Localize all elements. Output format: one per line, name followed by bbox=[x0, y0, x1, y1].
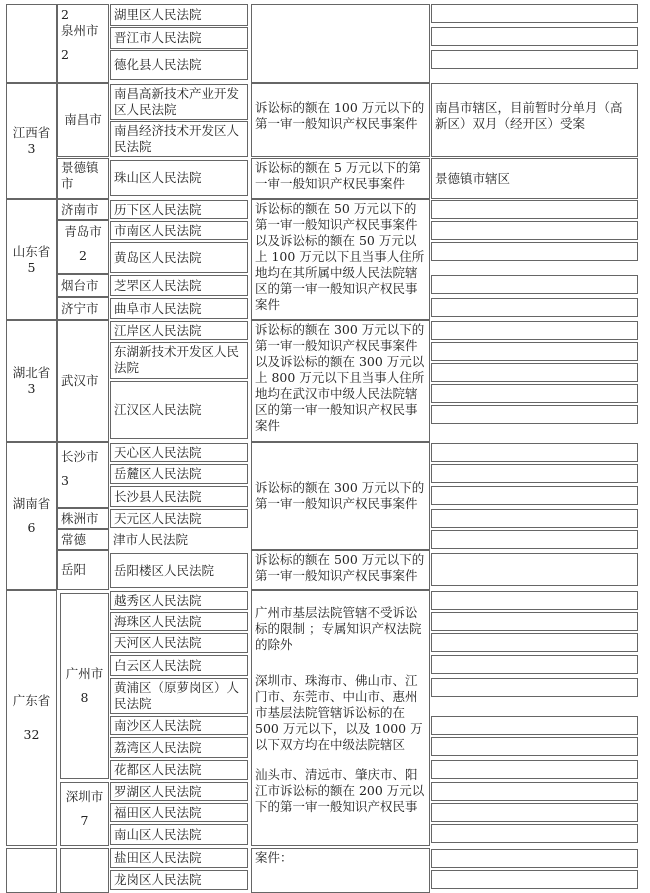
court-name: 黄浦区（原萝岗区）人民法院 bbox=[114, 680, 240, 711]
note-cell bbox=[431, 803, 638, 822]
court-cell bbox=[110, 50, 248, 80]
scope-cell bbox=[251, 442, 430, 550]
scope-text: 深圳市、珠海市、佛山市、江门市、东莞市、中山市、惠州市基层法院管辖诉讼标的在 500 万元以下，以及 1000 万以下双方均在中级法院辖区 bbox=[255, 673, 423, 752]
province-name: 山东省 5 bbox=[12, 243, 51, 275]
note-cell bbox=[431, 443, 638, 462]
scope-text: 诉讼标的额在 5 万元以下的第一审一般知识产权民事案件 bbox=[255, 160, 421, 191]
note-cell bbox=[431, 275, 638, 294]
note-cell bbox=[431, 870, 638, 889]
court-cell bbox=[110, 678, 248, 714]
scope-cell bbox=[251, 320, 430, 442]
city-cell-jining bbox=[57, 297, 109, 320]
note-cell bbox=[431, 298, 638, 317]
note-text: 南昌市辖区，目前暂时分单月（高新区）双月（经开区）受案 bbox=[435, 100, 623, 131]
scope-text: 诉讼标的额在 300 万元以下的第一审一般知识产权民事案件以及诉讼标的额在 300 万元以上 800 万元以下且当事人住所地均在武汉市中级人民法院辖区的第一审一般知识产权民事案件 bbox=[255, 322, 425, 433]
court-name: 津市人民法院 bbox=[113, 531, 189, 547]
scope-text: 汕头市、清远市、肇庆市、阳江市诉讼标的额在 200 万元以下的第一审一般知识产权民事 bbox=[255, 767, 425, 814]
note-cell bbox=[431, 530, 638, 549]
court-name: 天心区人民法院 bbox=[114, 444, 202, 460]
note-cell bbox=[431, 716, 638, 735]
court-cell bbox=[110, 612, 248, 631]
note-cell bbox=[431, 363, 638, 382]
note-cell bbox=[431, 678, 638, 697]
court-name: 曲阜市人民法院 bbox=[114, 300, 202, 316]
city-name: 株洲市 bbox=[61, 510, 99, 526]
court-name: 荔湾区人民法院 bbox=[114, 739, 202, 755]
court-cell bbox=[110, 221, 248, 240]
court-cell bbox=[110, 760, 248, 780]
city-cell-wuhan bbox=[57, 320, 109, 442]
court-name: 湖里区人民法院 bbox=[114, 7, 202, 22]
note-cell bbox=[431, 464, 638, 483]
province-cell-fujian bbox=[6, 4, 57, 83]
scope-cell bbox=[251, 848, 430, 893]
note-cell bbox=[431, 384, 638, 403]
court-name: 白云区人民法院 bbox=[114, 657, 202, 673]
court-cell bbox=[110, 553, 248, 588]
scope-cell bbox=[251, 590, 430, 846]
court-name: 龙岗区人民法院 bbox=[114, 872, 202, 887]
note-cell bbox=[431, 4, 638, 23]
note-cell bbox=[431, 158, 638, 199]
province-cell-hunan bbox=[6, 442, 57, 590]
province-cell-jiangxi bbox=[6, 83, 57, 199]
court-name: 福田区人民法院 bbox=[114, 804, 202, 820]
province-name: 湖北省 3 bbox=[12, 365, 51, 396]
scope-cell bbox=[251, 83, 430, 157]
court-name: 历下区人民法院 bbox=[114, 201, 202, 217]
note-cell bbox=[431, 849, 638, 868]
city-name: 南昌市 bbox=[64, 112, 102, 127]
city-cell-jingdezhen bbox=[57, 158, 109, 199]
court-cell bbox=[110, 200, 248, 219]
note-cell bbox=[431, 321, 638, 340]
city-count: 8 bbox=[80, 690, 89, 705]
court-cell bbox=[110, 530, 248, 549]
scope-cell bbox=[251, 550, 430, 590]
scope-text: 诉讼标的额在 50 万元以下的第一审一般知识产权民事案件以及诉讼标的额在 50 万元以上 100 万元以下且当事人住所地均在其所属中级人民法院辖区的第一审一般知识产权民事案件 bbox=[255, 201, 425, 312]
court-cell bbox=[110, 486, 248, 507]
court-cell bbox=[110, 443, 248, 462]
city-count: 2 bbox=[79, 248, 87, 263]
court-cell bbox=[110, 509, 248, 528]
note-cell bbox=[431, 342, 638, 361]
court-name: 江汉区人民法院 bbox=[114, 402, 202, 417]
province-cell-guangdong bbox=[6, 590, 57, 846]
city-cell-yantai bbox=[57, 274, 109, 297]
province-cell-shandong bbox=[6, 199, 57, 320]
city-name: 青岛市 bbox=[64, 224, 102, 239]
court-name: 花都区人民法院 bbox=[114, 762, 202, 777]
scope-text: 诉讼标的额在 100 万元以下的第一审一般知识产权民事案件 bbox=[255, 100, 425, 131]
city-cell-next bbox=[60, 848, 109, 893]
court-name: 珠山区人民法院 bbox=[114, 170, 202, 185]
court-cell bbox=[110, 737, 248, 758]
scope-text: 诉讼标的额在 500 万元以下的第一审一般知识产权民事案件 bbox=[255, 552, 425, 583]
court-cell bbox=[110, 84, 248, 120]
city-cell-quanzhou bbox=[57, 4, 109, 83]
city-cell-qingdao bbox=[57, 220, 109, 274]
note-cell bbox=[431, 612, 638, 631]
court-name: 海珠区人民法院 bbox=[114, 613, 202, 629]
city-count: 3 bbox=[61, 473, 69, 488]
scope-text: 案件： bbox=[255, 850, 293, 865]
court-cell bbox=[110, 4, 248, 26]
scope-cell bbox=[251, 4, 430, 83]
court-name: 南沙区人民法院 bbox=[114, 717, 202, 733]
city-name: 泉州市 bbox=[61, 23, 99, 38]
city-name: 武汉市 bbox=[61, 373, 99, 388]
court-name: 黄岛区人民法院 bbox=[114, 249, 202, 265]
city-cell-zhuzhou bbox=[57, 508, 109, 529]
city-name: 济宁市 bbox=[61, 300, 99, 316]
court-name: 罗湖区人民法院 bbox=[114, 783, 202, 799]
court-name: 岳阳楼区人民法院 bbox=[114, 562, 215, 578]
court-cell bbox=[110, 121, 248, 157]
court-cell bbox=[110, 464, 248, 484]
note-cell bbox=[431, 509, 638, 528]
court-name: 南山区人民法院 bbox=[114, 826, 202, 842]
court-name: 天河区人民法院 bbox=[114, 635, 202, 650]
city-cell-nanchang bbox=[57, 83, 109, 157]
note-cell bbox=[431, 200, 638, 219]
scope-text: 广州市基层法院管辖不受诉讼标的限制 ；专属知识产权法院的除外 bbox=[255, 605, 422, 652]
city-name: 岳阳 bbox=[61, 562, 87, 577]
city-cell-yueyang bbox=[57, 550, 109, 590]
city-cell-shenzhen bbox=[60, 782, 109, 846]
city-cell-guangzhou bbox=[60, 593, 109, 779]
court-cell bbox=[110, 160, 248, 196]
scope-cell bbox=[251, 199, 430, 320]
court-name: 江岸区人民法院 bbox=[114, 322, 202, 338]
court-name: 芝罘区人民法院 bbox=[114, 277, 202, 293]
scope-cell bbox=[251, 158, 430, 199]
note-cell bbox=[431, 824, 638, 843]
court-name: 市南区人民法院 bbox=[114, 222, 202, 238]
note-cell bbox=[431, 50, 638, 69]
court-name: 越秀区人民法院 bbox=[114, 592, 202, 608]
province-count: 32 bbox=[23, 727, 40, 742]
city-count: 2 bbox=[61, 47, 69, 62]
court-cell bbox=[110, 242, 248, 273]
court-cell bbox=[110, 655, 248, 676]
court-name: 东湖新技术开发区人民法院 bbox=[114, 344, 240, 375]
scope-text: 诉讼标的额在 300 万元以下的第一审一般知识产权民事案件 bbox=[255, 480, 425, 511]
court-name: 德化县人民法院 bbox=[114, 57, 202, 72]
city-name: 常德 bbox=[61, 531, 87, 547]
province-name: 湖南省 bbox=[12, 496, 51, 511]
court-cell bbox=[110, 633, 248, 653]
court-cell bbox=[110, 824, 248, 845]
province-name: 江西省 3 bbox=[12, 125, 51, 156]
court-cell bbox=[110, 870, 248, 890]
court-cell bbox=[110, 275, 248, 296]
court-cell bbox=[110, 782, 248, 801]
court-cell bbox=[110, 342, 248, 379]
note-cell bbox=[431, 737, 638, 756]
court-name: 盐田区人民法院 bbox=[114, 850, 202, 865]
court-cell bbox=[110, 321, 248, 340]
city-count: 7 bbox=[80, 813, 89, 828]
note-cell bbox=[431, 633, 638, 652]
court-name: 岳麓区人民法院 bbox=[114, 466, 202, 481]
note-cell bbox=[431, 221, 638, 240]
city-name: 景德镇市 bbox=[61, 160, 99, 191]
note-cell bbox=[431, 655, 638, 674]
court-cell bbox=[110, 27, 248, 49]
court-cell bbox=[110, 803, 248, 822]
court-cell bbox=[110, 591, 248, 610]
city-name: 济南市 bbox=[61, 201, 99, 217]
court-name: 南昌高新技术产业开发区人民法院 bbox=[114, 86, 240, 117]
note-cell bbox=[431, 553, 638, 586]
city-name: 烟台市 bbox=[61, 277, 99, 293]
court-name: 天元区人民法院 bbox=[114, 510, 202, 526]
city-name: 广州市 bbox=[65, 666, 104, 681]
court-cell bbox=[110, 716, 248, 735]
city-name: 长沙市 bbox=[61, 449, 99, 464]
note-cell bbox=[431, 782, 638, 801]
note-cell bbox=[431, 83, 638, 157]
note-cell bbox=[431, 486, 638, 505]
note-cell bbox=[431, 27, 638, 46]
note-text: 景德镇市辖区 bbox=[435, 170, 511, 186]
province-cell-next bbox=[6, 848, 57, 893]
province-cell-hubei bbox=[6, 320, 57, 442]
city-cell-changde bbox=[57, 529, 109, 550]
court-cell bbox=[110, 848, 248, 868]
court-name: 长沙县人民法院 bbox=[114, 488, 202, 504]
note-cell bbox=[431, 591, 638, 610]
court-cell bbox=[110, 298, 248, 319]
city-name: 深圳市 bbox=[65, 789, 104, 804]
note-cell bbox=[431, 760, 638, 779]
court-name: 南昌经济技术开发区人民法院 bbox=[114, 123, 240, 154]
city-cell-jinan bbox=[57, 199, 109, 220]
city-count: 2 bbox=[61, 7, 69, 22]
province-count: 6 bbox=[27, 520, 36, 535]
city-cell-changsha bbox=[57, 442, 109, 508]
court-name: 晋江市人民法院 bbox=[114, 30, 202, 45]
note-cell bbox=[431, 405, 638, 424]
province-name: 广东省 bbox=[12, 693, 51, 708]
note-cell bbox=[431, 242, 638, 261]
court-cell bbox=[110, 381, 248, 439]
